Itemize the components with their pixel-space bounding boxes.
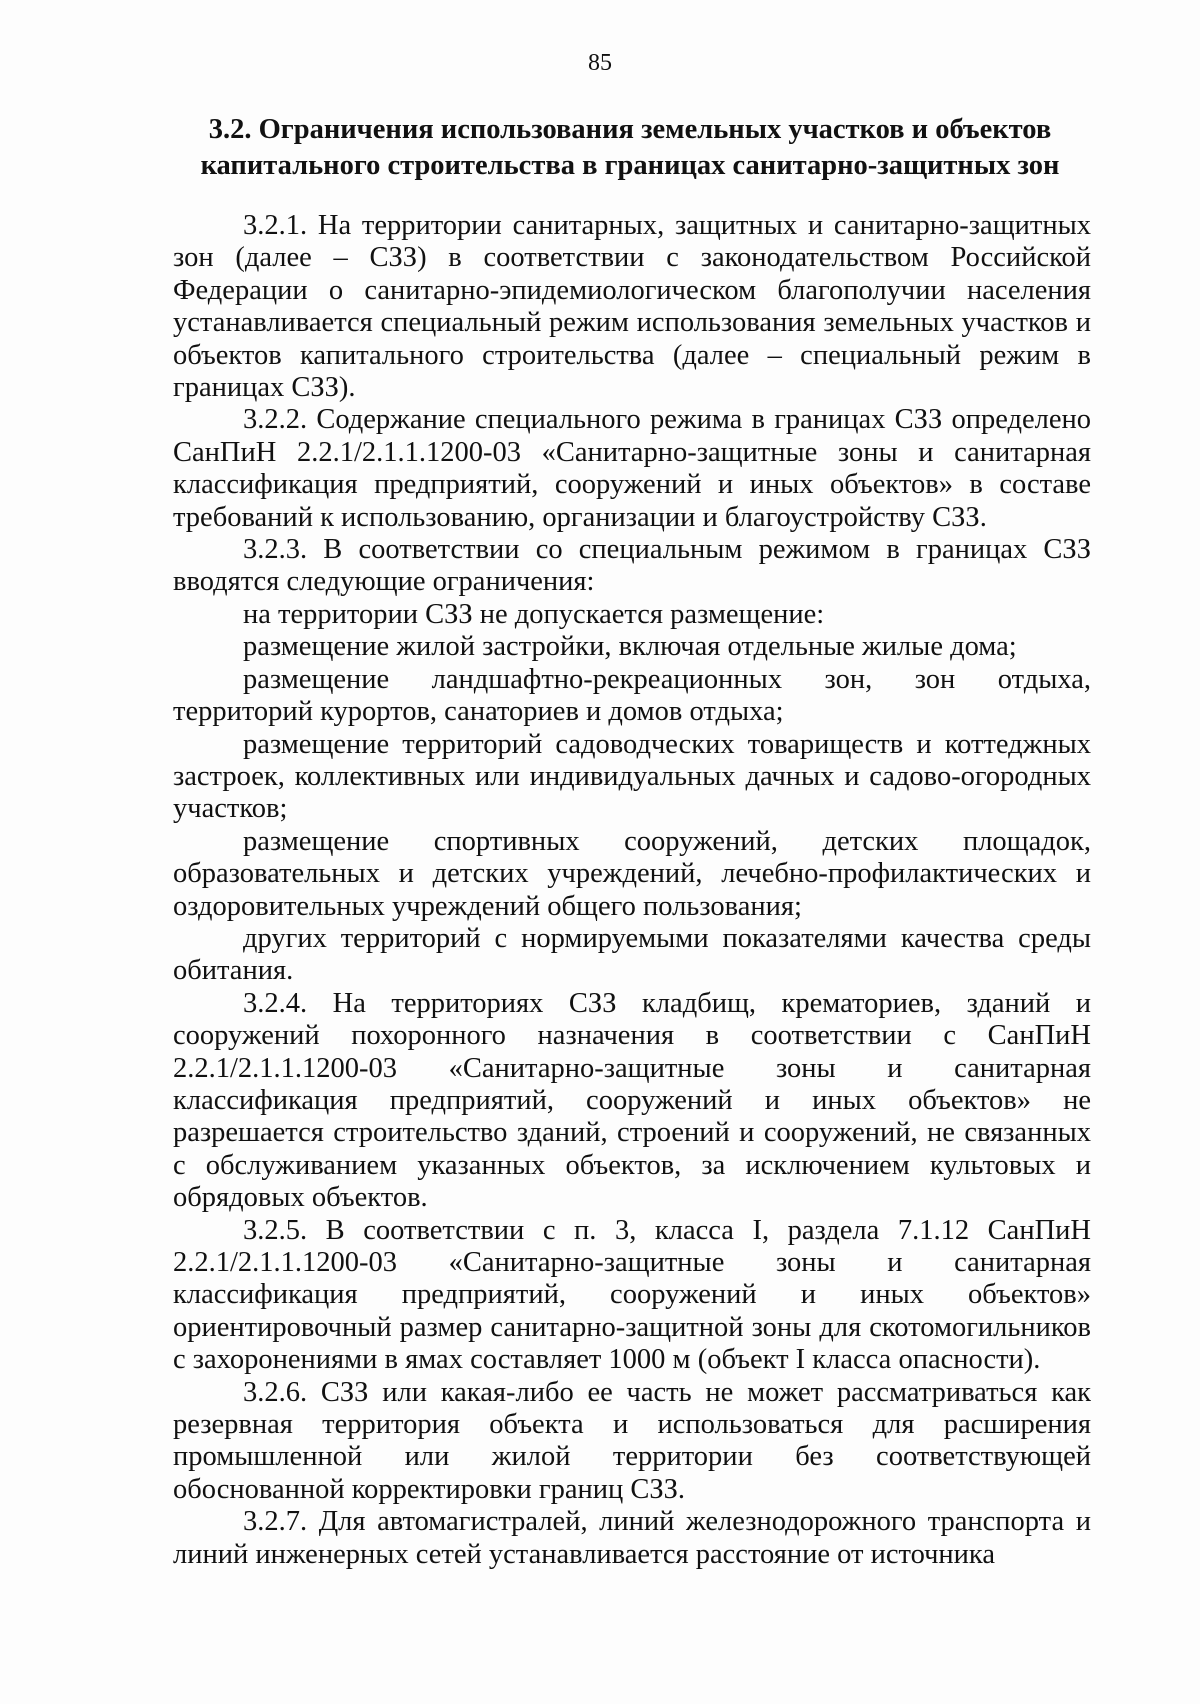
section-heading bbox=[160, 112, 1100, 184]
restriction-intro: на территории СЗЗ не допускается размещение: bbox=[243, 598, 825, 630]
restriction-item: размещение ландшафтно-рекреационных зон, зон отдыха, территорий курортов, санаториев и домов отдыха; bbox=[173, 663, 1091, 728]
restriction-item: других территорий с нормируемыми показателями качества среды обитания. bbox=[173, 922, 1091, 987]
paragraph-3-2-5: 3.2.5. В соответствии с п. 3, класса I, раздела 7.1.12 СанПиН 2.2.1/2.1.1.1200-03 «Санитарно-защитные зоны и санитарная классификация предприятий, сооружений и иных объектов» ориентировочный размер санитарно-защитной зоны для скотомогильников с захоронениями в ямах составляет 1000 м (объект I класса опасности). bbox=[173, 1214, 1091, 1376]
section-heading-line-2: капитального строительства в границах санитарно-защитных зон bbox=[200, 150, 1060, 181]
paragraph-3-2-1: 3.2.1. На территории санитарных, защитных и санитарно-защитных зон (далее – СЗЗ) в соответствии с законодательством Российской Федерации о санитарно-эпидемиологическом благополучии населения устанавливается специальный режим использования земельных участков и объектов капитального строительства (далее – специальный режим в границах СЗЗ). bbox=[173, 210, 1091, 404]
paragraph-3-2-4: 3.2.4. На территориях СЗЗ кладбищ, крематориев, зданий и сооружений похоронного назначения в соответствии с СанПиН 2.2.1/2.1.1.1200-03 «Санитарно-защитные зоны и санитарная классификация предприятий, сооружений и иных объектов» не разрешается строительство зданий, строений и сооружений, не связанных с обслуживанием указанных объектов, за исключением культовых и обрядовых объектов. bbox=[173, 987, 1091, 1214]
paragraph-3-2-7: 3.2.7. Для автомагистралей, линий железнодорожного транспорта и линий инженерных сетей устанавливается расстояние от источника bbox=[173, 1506, 1091, 1570]
restriction-item: размещение жилой застройки, включая отдельные жилые дома; bbox=[243, 631, 1017, 663]
paragraph-3-2-2: 3.2.2. Содержание специального режима в границах СЗЗ определено СанПиН 2.2.1/2.1.1.1200-03 «Санитарно-защитные зоны и санитарная классификация предприятий, сооружений и иных объектов» в составе требований к использованию, организации и благоустройству СЗЗ. bbox=[173, 404, 1091, 533]
paragraph-3-2-6: 3.2.6. СЗЗ или какая-либо ее часть не может рассматриваться как резервная территория объекта и использоваться для расширения промышленной или жилой территории без соответствующей обоснованной корректировки границ СЗЗ. bbox=[173, 1376, 1091, 1505]
section-heading-line-1: 3.2. Ограничения использования земельных участков и объектов bbox=[208, 114, 1052, 145]
page-number: 85 bbox=[588, 50, 612, 76]
paragraph-3-2-3: 3.2.3. В соответствии со специальным режимом в границах СЗЗ вводятся следующие ограничения: bbox=[173, 534, 1091, 598]
document-body bbox=[173, 210, 1091, 1571]
restriction-item: размещение территорий садоводческих товариществ и коттеджных застроек, коллективных или индивидуальных дачных и садово-огородных участков; bbox=[173, 728, 1091, 825]
restriction-item: размещение спортивных сооружений, детских площадок, образовательных и детских учреждений, лечебно-профилактических и оздоровительных учреждений общего пользования; bbox=[173, 825, 1091, 922]
